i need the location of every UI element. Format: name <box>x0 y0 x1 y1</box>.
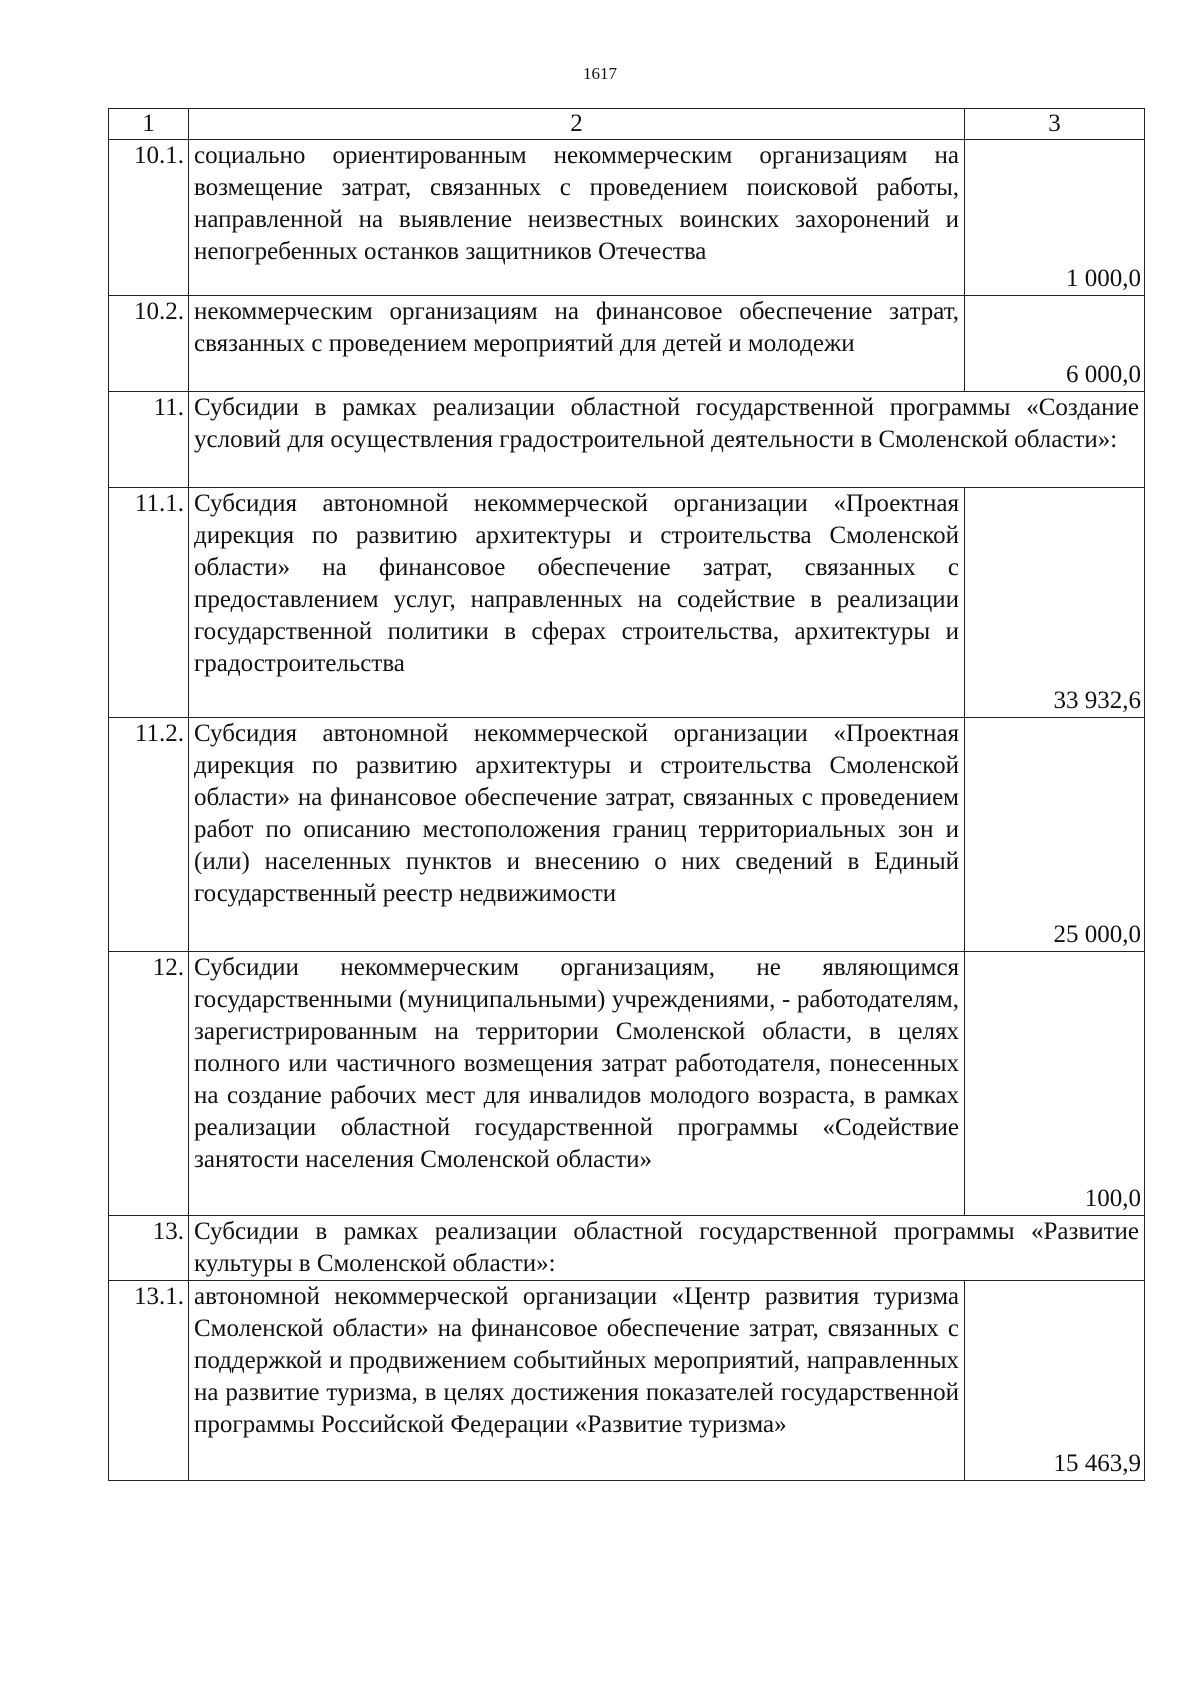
budget-table <box>108 108 1145 1481</box>
row-description: некоммерческим организациям на финансовое обеспечение затрат, связанных с проведением мероприятий для детей и молодежи <box>189 296 965 392</box>
table-header-row <box>109 109 1145 140</box>
column-header-amount: 3 <box>965 109 1145 140</box>
row-amount: 25 000,0 <box>965 718 1145 952</box>
row-number: 11.1. <box>109 488 189 718</box>
table-row <box>109 488 1145 718</box>
row-number: 13. <box>109 1216 189 1281</box>
row-description: Субсидии некоммерческим организациям, не являющимся государственными (муниципальными) учреждениями, - работодателям, зарегистрированным на территории Смоленской области, в целях полного или частичного возмещения затрат работодателя, понесенных на создание рабочих мест для инвалидов молодого возраста, в рамках реализации областной государственной программы «Содействие занятости населения Смоленской области» <box>189 952 965 1216</box>
table-row <box>109 1281 1145 1481</box>
row-description: Субсидии в рамках реализации областной государственной программы «Создание условий для осуществления градостроительной деятельности в Смоленской области»: <box>189 392 1145 488</box>
table-row <box>109 952 1145 1216</box>
row-description: Субсидии в рамках реализации областной государственной программы «Развитие культуры в Смоленской области»: <box>189 1216 1145 1281</box>
row-number: 11.2. <box>109 718 189 952</box>
row-description: автономной некоммерческой организации «Центр развития туризма Смоленской области» на финансовое обеспечение затрат, связанных с поддержкой и продвижением событийных мероприятий, направленных на развитие туризма, в целях достижения показателей государственной программы Российской Федерации «Развитие туризма» <box>189 1281 965 1481</box>
table-row-section <box>109 392 1145 488</box>
row-amount: 15 463,9 <box>965 1281 1145 1481</box>
row-description: социально ориентированным некоммерческим организациям на возмещение затрат, связанных с проведением поисковой работы, направленной на выявление неизвестных воинских захоронений и непогребенных останков защитников Отечества <box>189 140 965 296</box>
row-description: Субсидия автономной некоммерческой организации «Проектная дирекция по развитию архитектуры и строительства Смоленской области» на финансовое обеспечение затрат, связанных с проведением работ по описанию местоположения границ территориальных зон и (или) населенных пунктов и внесению о них сведений в Единый государственный реестр недвижимости <box>189 718 965 952</box>
row-number: 11. <box>109 392 189 488</box>
table-row <box>109 718 1145 952</box>
row-amount: 6 000,0 <box>965 296 1145 392</box>
row-number: 10.1. <box>109 140 189 296</box>
row-number: 12. <box>109 952 189 1216</box>
column-header-description: 2 <box>189 109 965 140</box>
row-description: Субсидия автономной некоммерческой организации «Проектная дирекция по развитию архитектуры и строительства Смоленской области» на финансовое обеспечение затрат, связанных с предоставлением услуг, направленных на содействие в реализации государственной политики в сферах строительства, архитектуры и градостроительства <box>189 488 965 718</box>
row-amount: 100,0 <box>965 952 1145 1216</box>
row-number: 13.1. <box>109 1281 189 1481</box>
row-amount: 1 000,0 <box>965 140 1145 296</box>
row-amount: 33 932,6 <box>965 488 1145 718</box>
table-row <box>109 140 1145 296</box>
page-number: 1617 <box>583 64 617 83</box>
row-number: 10.2. <box>109 296 189 392</box>
column-header-number: 1 <box>109 109 189 140</box>
table-row-section <box>109 1216 1145 1281</box>
table-row <box>109 296 1145 392</box>
